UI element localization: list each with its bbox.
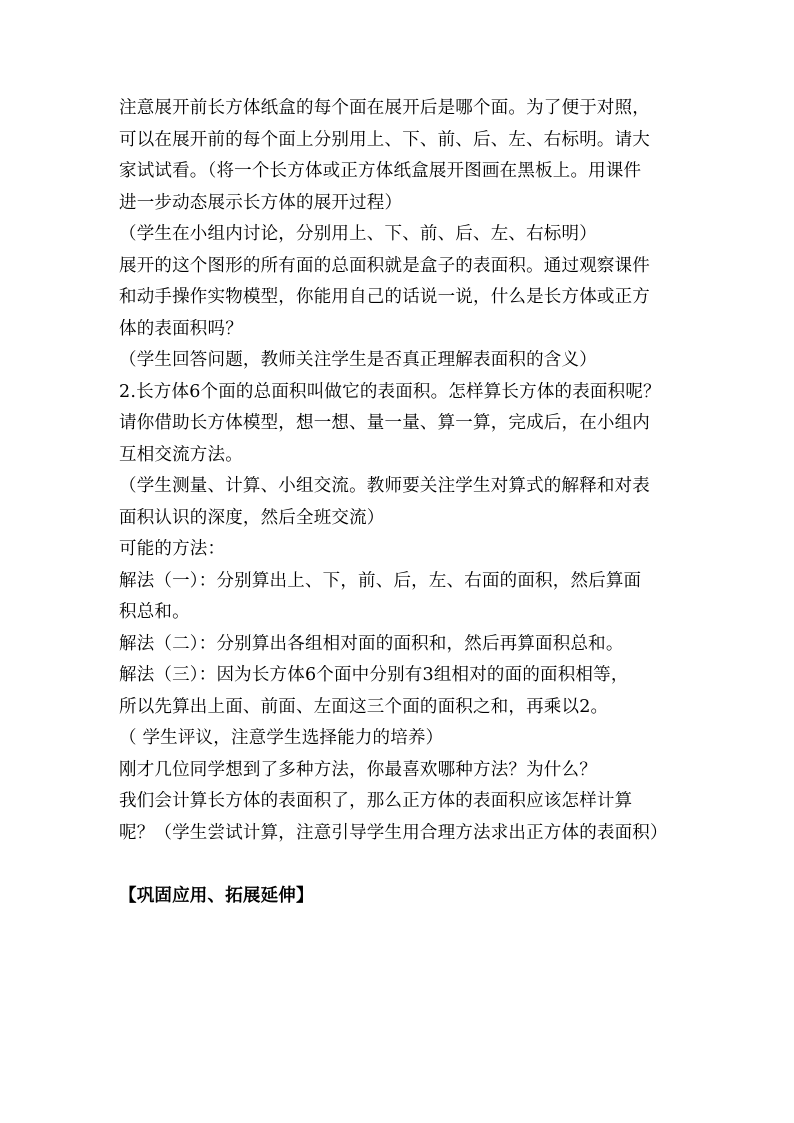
paragraph-line: 解法（二）：分别算出各组相对面的面积和，然后再算面积总和。 (119, 633, 624, 654)
paragraph-line: 解法（一）：分别算出上、下，前、后，左、右面的面积，然后算面 (119, 570, 642, 591)
paragraph-line: 2.长方体6个面的总面积叫做它的表面积。怎样算长方体的表面积呢？ (119, 381, 661, 402)
section-heading: 【巩固应用、拓展延伸】 (119, 885, 314, 906)
paragraph-line: （学生在小组内讨论，分别用上、下、前、后、左、右标明） (119, 224, 597, 244)
document-page (119, 93, 689, 912)
paragraph-line: 展开的这个图形的所有面的总面积就是盒子的表面积。通过观察课件 (119, 255, 650, 276)
paragraph-line: 积总和。 (119, 602, 190, 622)
paragraph-line: 体的表面积吗？ (119, 318, 243, 339)
paragraph-line: 可能的方法： (119, 539, 226, 559)
paragraph-line: 可以在展开前的每个面上分别用上、下、前、后、左、右标明。请大 (119, 129, 650, 150)
blank-line (119, 849, 689, 881)
paragraph-line: 家试试看。（将一个长方体或正方体纸盒展开图画在黑板上。用课件 (119, 161, 642, 181)
paragraph-line: （ 学生评议，注意学生选择能力的培养） (119, 728, 444, 748)
paragraph-line: 请你借助长方体模型，想一想、量一量、算一算，完成后，在小组内 (119, 413, 650, 433)
paragraph-line: 所以先算出上面、前面、左面这三个面的面积之和，再乘以2。 (119, 696, 609, 717)
paragraph-line: 进一步动态展示长方体的展开过程） (119, 192, 403, 213)
paragraph-line: （学生回答问题，教师关注学生是否真正理解表面积的含义） (119, 350, 597, 370)
paragraph-line: 刚才几位同学想到了多种方法，你最喜欢哪种方法？为什么？ (119, 759, 597, 780)
paragraph-line: （学生测量、计算、小组交流。教师要关注学生对算式的解释和对表 (119, 476, 650, 496)
paragraph-line: 解法（三）：因为长方体6个面中分别有3组相对的面的面积相等， (119, 665, 629, 685)
paragraph-line: 和动手操作实物模型，你能用自己的话说一说，什么是长方体或正方 (119, 287, 650, 307)
paragraph-line: 注意展开前长方体纸盒的每个面在展开后是哪个面。为了便于对照， (119, 98, 650, 118)
paragraph-line: 呢？（学生尝试计算，注意引导学生用合理方法求出正方体的表面积） (119, 822, 668, 843)
paragraph-line: 面积认识的深度，然后全班交流） (119, 507, 385, 528)
paragraph-line: 我们会计算长方体的表面积了，那么正方体的表面积应该怎样计算 (119, 791, 633, 811)
paragraph-line: 互相交流方法。 (119, 444, 243, 465)
